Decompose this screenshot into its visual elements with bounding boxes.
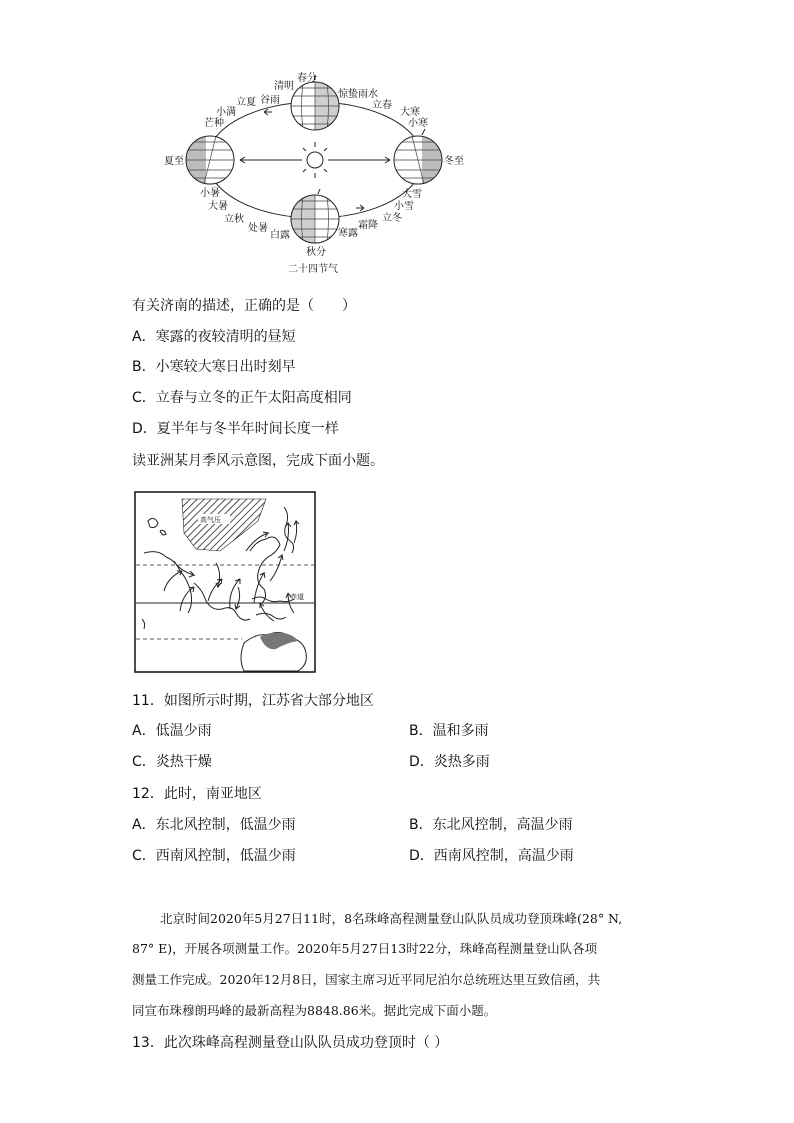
passage-line: 87° E)，开展各项测量工作。2020年5月27日13时22分，珠峰高程测量登山队各项 [132, 941, 598, 956]
term-label: 小寒 [408, 118, 428, 129]
term-label: 惊蛰雨水 [338, 89, 378, 100]
globe-winter-solstice [394, 129, 444, 184]
q10-option-d: D．夏半年与冬半年时间长度一样 [132, 421, 339, 437]
term-label: 小满 [216, 107, 236, 118]
term-label: 大暑 [208, 201, 228, 212]
term-label: 清明 [274, 81, 294, 92]
term-label: 夏至 [164, 156, 184, 167]
term-label: 春分 [297, 73, 317, 84]
term-label: 霜降 [358, 220, 378, 231]
q13-stem: 13．此次珠峰高程测量登山队队员成功登顶时（ ） [132, 1035, 449, 1051]
term-label: 立秋 [224, 214, 244, 225]
term-label: 寒露 [338, 228, 358, 239]
equator-label: 赤道 [290, 593, 304, 601]
q12-option-c: C．西南风控制，低温少雨 [132, 848, 296, 864]
q12-option-b: B．东北风控制，高温少雨 [409, 817, 573, 833]
q10-option-c: C．立春与立冬的正午太阳高度相同 [132, 390, 352, 406]
passage-line: 同宣布珠穆朗玛峰的最新高程为8848.86米。据此完成下面小题。 [132, 1003, 497, 1018]
q10-option-b: B．小寒较大寒日出时刻早 [132, 359, 296, 375]
figure-caption: 二十四节气 [288, 264, 338, 275]
orbit-arrow-icon [356, 205, 364, 211]
term-label: 冬至 [444, 156, 464, 167]
passage-line: 北京时间2020年5月27日11时，8名珠峰高程测量登山队队员成功登顶珠峰(28° N, [160, 911, 623, 926]
term-label: 白露 [270, 230, 290, 241]
term-label: 立夏 [236, 97, 256, 108]
ray-arrow-icon [240, 157, 298, 163]
solar-terms-diagram [160, 68, 480, 278]
passage-line: 测量工作完成。2020年12月8日，国家主席习近平同尼泊尔总统班达里互致信函，共 [132, 972, 601, 987]
sun-icon [297, 142, 333, 178]
term-label: 大寒 [400, 107, 420, 118]
monsoon-map [134, 491, 316, 673]
q10-option-a: A．寒露的夜较清明的昼短 [132, 329, 296, 345]
q11-option-b: B．温和多雨 [409, 723, 489, 739]
term-label: 芒种 [204, 118, 224, 129]
term-label: 立春 [372, 100, 392, 111]
q11-option-c: C．炎热干燥 [132, 754, 212, 770]
term-label: 谷雨 [260, 95, 280, 106]
term-label: 处暑 [248, 223, 268, 234]
q11-option-d: D．炎热多雨 [409, 754, 490, 770]
globe-summer-solstice [186, 136, 234, 184]
globe-autumn-equinox [291, 189, 339, 243]
term-label: 小雪 [394, 201, 414, 212]
q12-option-a: A．东北风控制，低温少雨 [132, 817, 296, 833]
high-pressure-label: 高气压 [200, 516, 221, 524]
q12-option-d: D．西南风控制，高温少雨 [409, 848, 574, 864]
orbit-arrow-icon [264, 109, 272, 115]
q11-stem: 11．如图所示时期，江苏省大部分地区 [132, 693, 374, 709]
term-label: 立冬 [382, 213, 402, 224]
term-label: 小暑 [200, 188, 220, 199]
term-label: 大雪 [402, 189, 422, 200]
q12-stem: 12．此时，南亚地区 [132, 786, 262, 802]
section-intro: 读亚洲某月季风示意图，完成下面小题。 [132, 453, 384, 469]
q11-option-a: A．低温少雨 [132, 723, 212, 739]
q10-stem: 有关济南的描述，正确的是（ ） [132, 298, 356, 314]
ray-arrow-icon [332, 157, 390, 163]
term-label: 秋分 [306, 247, 326, 258]
